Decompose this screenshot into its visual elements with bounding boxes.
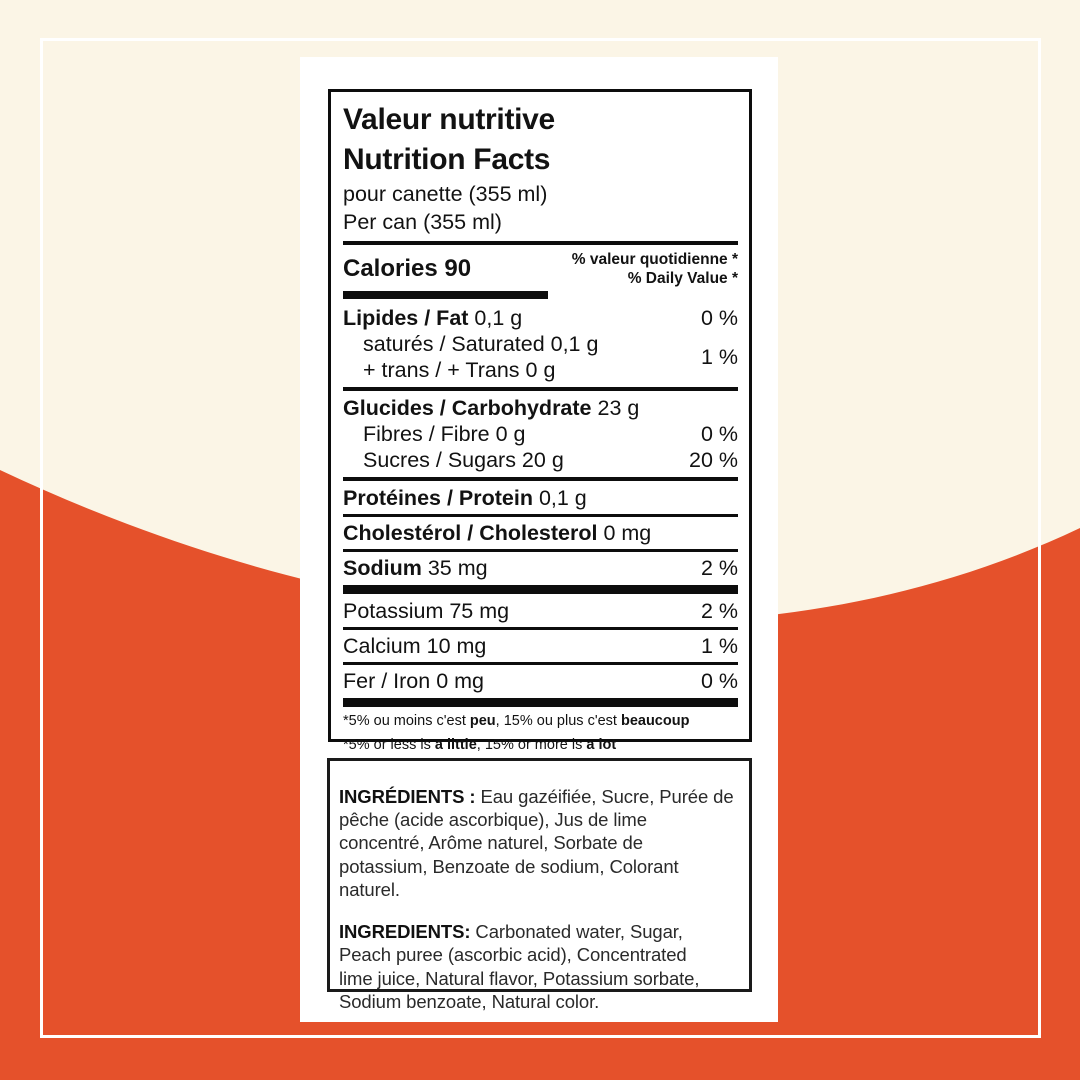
ingredients-en <box>339 920 741 1014</box>
nutrient-row-sugars: Sucres / Sugars 20 g 20 % <box>363 448 738 472</box>
divider <box>343 627 738 630</box>
iron-percent: 0 % <box>700 669 738 693</box>
thick-divider <box>343 698 738 707</box>
daily-value-header <box>572 250 738 288</box>
thick-divider <box>343 585 738 594</box>
ingredients-label-fr: INGRÉDIENTS : <box>339 785 476 807</box>
ingredients-label-en: INGREDIENTS: <box>339 921 471 943</box>
saturated-percent: 1 % <box>700 344 738 369</box>
nutrient-row-fat: Lipides / Fat 0,1 g 0 % <box>343 306 738 330</box>
nutrient-row-saturated-trans <box>343 331 738 383</box>
divider <box>343 387 738 391</box>
saturated-line: saturés / Saturated 0,1 g <box>363 332 599 356</box>
calories-value: Calories 90 <box>343 255 472 282</box>
nutrition-facts-panel <box>328 89 752 753</box>
nutrient-row-carbohydrate: Glucides / Carbohydrate 23 g <box>343 396 640 420</box>
trans-line: + trans / + Trans 0 g <box>363 358 556 382</box>
nutrient-row-protein: Protéines / Protein 0,1 g <box>343 486 587 510</box>
footnote-en: *5% or less is a little, 15% or more is a lot <box>343 737 617 753</box>
footnote-fr: *5% ou moins c'est peu, 15% ou plus c'est beaucoup <box>343 713 690 729</box>
serving-size-fr: pour canette (355 ml) <box>343 182 548 206</box>
divider <box>343 241 738 245</box>
nutrient-row-sodium: Sodium 35 mg 2 % <box>343 556 738 580</box>
label-card <box>300 57 778 1022</box>
divider <box>343 549 738 552</box>
potassium-percent: 2 % <box>700 599 738 623</box>
sodium-percent: 2 % <box>700 556 738 580</box>
calcium-percent: 1 % <box>700 634 738 658</box>
calories-row <box>343 250 738 288</box>
divider <box>343 662 738 665</box>
sugars-percent: 20 % <box>688 448 738 472</box>
nutrient-row-potassium: Potassium 75 mg 2 % <box>343 599 738 623</box>
ingredients-text-fr: Eau gazéifiée, Sucre, Purée de pêche (acide ascorbique), Jus de lime concentré, Arôme naturel, Sorbate de potassium, Benzoate de sodium, Colorant naturel. <box>339 785 734 901</box>
nutrient-row-cholesterol: Cholestérol / Cholesterol 0 mg <box>343 521 652 545</box>
nutrient-row-fibre: Fibres / Fibre 0 g 0 % <box>363 422 738 446</box>
ingredients-text-en: Carbonated water, Sugar, Peach puree (ascorbic acid), Concentrated lime juice, Natural flavor, Potassium sorbate, Sodium benzoate, Natural color. <box>339 921 700 1013</box>
divider <box>343 477 738 481</box>
fibre-percent: 0 % <box>700 422 738 446</box>
ingredients-fr <box>339 785 741 902</box>
nutrient-row-calcium: Calcium 10 mg 1 % <box>343 634 738 658</box>
fat-percent: 0 % <box>700 306 738 330</box>
nutrition-title-fr: Valeur nutritive <box>343 103 555 136</box>
daily-value-fr: % valeur quotidienne * <box>571 251 738 268</box>
ingredients-panel <box>327 758 752 1013</box>
serving-size-en: Per can (355 ml) <box>343 210 502 234</box>
daily-value-en: % Daily Value * <box>627 270 738 287</box>
divider <box>343 514 738 517</box>
nutrient-row-iron: Fer / Iron 0 mg 0 % <box>343 669 738 693</box>
calories-underline-bar <box>343 291 548 299</box>
nutrition-title-en: Nutrition Facts <box>343 143 551 176</box>
